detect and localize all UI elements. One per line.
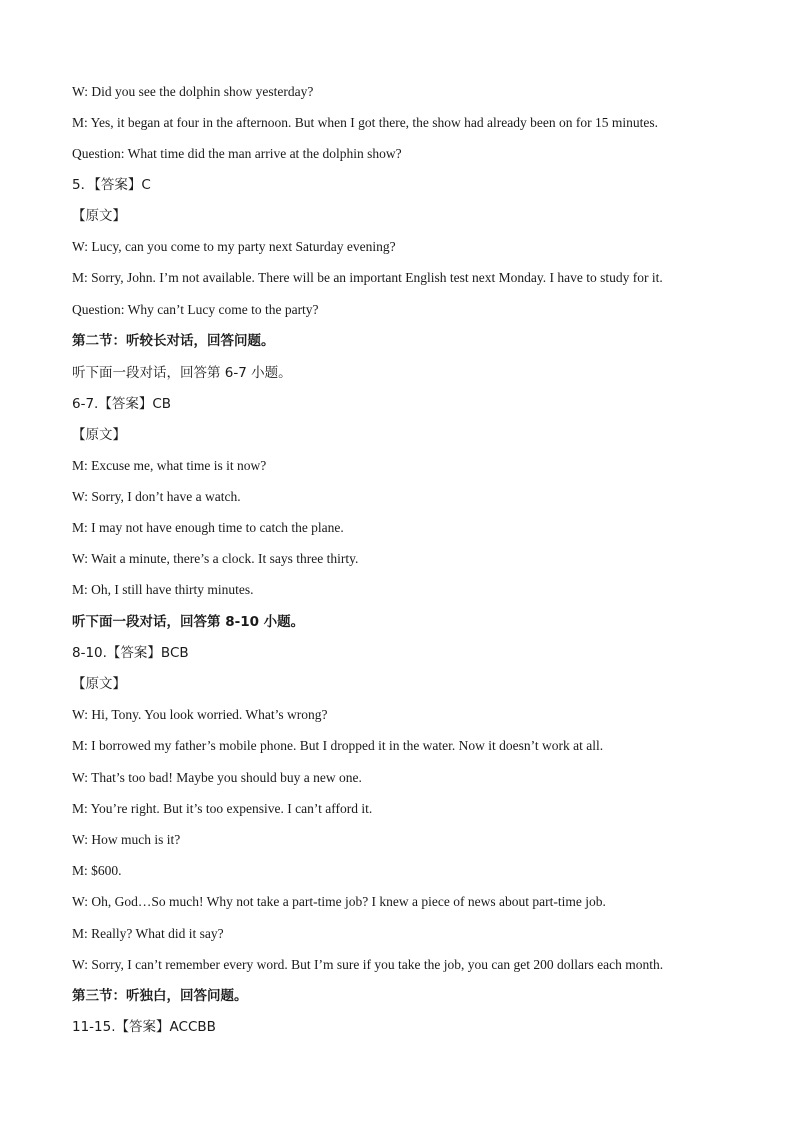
dialogue-line: W: How much is it?: [72, 832, 181, 847]
answer-line: 8-10.【答案】BCB: [72, 645, 189, 661]
answer-line: 5．【答案】C: [72, 177, 151, 193]
dialogue-line: W: Wait a minute, there’s a clock. It says three thirty.: [72, 551, 359, 566]
dialogue-line: W: Oh, God…So much! Why not take a part-time job? I knew a piece of news about part-time job.: [72, 894, 606, 909]
dialogue-line: M: Yes, it began at four in the afternoon. But when I got there, the show had already been on for 15 minutes.: [72, 115, 658, 130]
original-text-label: 【原文】: [72, 208, 126, 224]
dialogue-line: M: Sorry, John. I’m not available. There will be an important English test next Monday. I have to study for it.: [72, 270, 663, 285]
dialogue-line: M: I may not have enough time to catch the plane.: [72, 520, 344, 535]
dialogue-line: M: I borrowed my father’s mobile phone. But I dropped it in the water. Now it doesn’t work at all.: [72, 738, 604, 753]
dialogue-line: M: Excuse me, what time is it now?: [72, 458, 267, 473]
dialogue-line: W: That’s too bad! Maybe you should buy a new one.: [72, 770, 362, 785]
dialogue-line: W: Sorry, I don’t have a watch.: [72, 489, 241, 504]
section-heading: 第二节：听较长对话，回答问题。: [72, 333, 275, 349]
dialogue-line: W: Hi, Tony. You look worried. What’s wrong?: [72, 707, 328, 722]
dialogue-line: W: Lucy, can you come to my party next Saturday evening?: [72, 239, 396, 254]
dialogue-line: W: Sorry, I can’t remember every word. But I’m sure if you take the job, you can get 200 dollars each month.: [72, 957, 664, 972]
dialogue-line: M: $600.: [72, 863, 122, 878]
original-text-label: 【原文】: [72, 427, 126, 443]
question-line: Question: What time did the man arrive at the dolphin show?: [72, 146, 402, 161]
dialogue-line: M: You’re right. But it’s too expensive. I can’t afford it.: [72, 801, 373, 816]
dialogue-line: W: Did you see the dolphin show yesterday?: [72, 84, 314, 99]
dialogue-line: M: Really? What did it say?: [72, 926, 224, 941]
dialogue-line: M: Oh, I still have thirty minutes.: [72, 582, 254, 597]
answer-line: 11-15.【答案】ACCBB: [72, 1019, 216, 1035]
answer-line: 6-7.【答案】CB: [72, 396, 172, 412]
section-heading: 第三节：听独白，回答问题。: [72, 988, 248, 1004]
original-text-label: 【原文】: [72, 676, 126, 692]
section-heading: 听下面一段对话，回答第 8-10 小题。: [72, 614, 305, 630]
question-line: Question: Why can’t Lucy come to the party?: [72, 302, 319, 317]
instruction-line: 听下面一段对话，回答第 6-7 小题。: [72, 365, 292, 381]
